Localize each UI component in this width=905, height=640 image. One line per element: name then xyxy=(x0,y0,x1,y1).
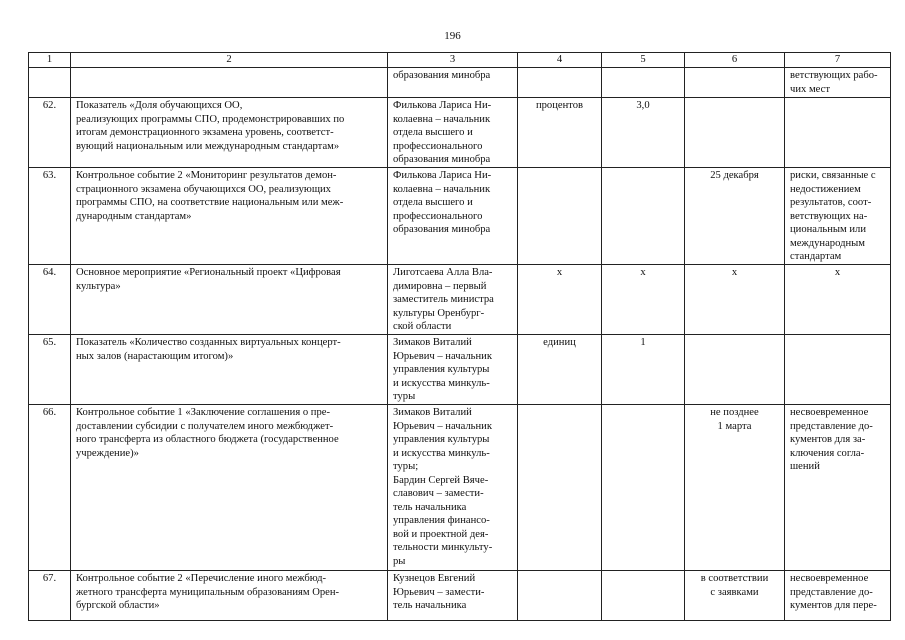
value-cell xyxy=(602,68,685,98)
responsible-person: Зимаков Виталий Юрьевич – начальник управления культуры и искусства минкуль- туры xyxy=(388,335,518,405)
responsible-person: Лиготсаева Алла Вла- димировна – первый заместитель министра культуры Оренбург- ской области xyxy=(388,265,518,335)
measure-name: Основное мероприятие «Региональный проект «Цифровая культура» xyxy=(71,265,388,335)
measure-name: Контрольное событие 2 «Мониторинг результатов демон- страционного экзамена обучающихся ОО, реализующих программы СПО, на соответствие национальным или меж- дународным стандартам» xyxy=(71,168,388,265)
row-number: 64. xyxy=(29,265,71,335)
column-header: 3 xyxy=(388,53,518,68)
measure-name: Показатель «Количество созданных виртуальных концерт- ных залов (нарастающим итогом)» xyxy=(71,335,388,405)
table-row xyxy=(29,571,891,621)
responsible-person: образования минобра xyxy=(388,68,518,98)
row-number: 67. xyxy=(29,571,71,621)
unit-cell xyxy=(518,405,602,571)
date-cell xyxy=(685,68,785,98)
date-cell xyxy=(685,98,785,168)
responsible-person: Кузнецов Евгений Юрьевич – замести- тель начальника xyxy=(388,571,518,621)
row-number xyxy=(29,68,71,98)
table-row xyxy=(29,168,891,265)
value-cell xyxy=(602,405,685,571)
unit-cell xyxy=(518,571,602,621)
table-row xyxy=(29,335,891,405)
unit-cell xyxy=(518,168,602,265)
value-cell: x xyxy=(602,265,685,335)
responsible-person: Зимаков Виталий Юрьевич – начальник управления культуры и искусства минкуль- туры; Бардин Сергей Вяче- славович – замести- тель начальника управления финансо- вой и проектной дея- тельности минкульту- ры xyxy=(388,405,518,571)
table-row xyxy=(29,265,891,335)
risks-cell: несвоевременное представление до- кументов для пере- xyxy=(785,571,891,621)
responsible-person: Филькова Лариса Ни- колаевна – начальник отдела высшего и профессионального образования минобра xyxy=(388,98,518,168)
column-header: 7 xyxy=(785,53,891,68)
measure-name: Контрольное событие 2 «Перечисление иного межбюд- жетного трансферта муниципальным образованиям Орен- бургской области» xyxy=(71,571,388,621)
risks-cell xyxy=(785,335,891,405)
value-cell: 1 xyxy=(602,335,685,405)
column-header: 5 xyxy=(602,53,685,68)
value-cell: 3,0 xyxy=(602,98,685,168)
risks-cell: несвоевременное представление до- кументов для за- ключения согла- шений xyxy=(785,405,891,571)
risks-cell: x xyxy=(785,265,891,335)
row-number: 65. xyxy=(29,335,71,405)
table-row xyxy=(29,98,891,168)
unit-cell: x xyxy=(518,265,602,335)
date-cell: 25 декабря xyxy=(685,168,785,265)
row-number: 63. xyxy=(29,168,71,265)
measure-name xyxy=(71,68,388,98)
date-cell xyxy=(685,335,785,405)
table-row xyxy=(29,405,891,571)
value-cell xyxy=(602,168,685,265)
unit-cell: процентов xyxy=(518,98,602,168)
measures-table xyxy=(28,52,891,621)
page-number: 196 xyxy=(444,30,461,42)
date-cell: в соответствии с заявками xyxy=(685,571,785,621)
measure-name: Контрольное событие 1 «Заключение соглашения о пре- доставлении субсидии с получателем иного межбюджет- ного трансферта из областного бюджета (государственное учреждение)» xyxy=(71,405,388,571)
measure-name: Показатель «Доля обучающихся ОО, реализующих программы СПО, продемонстрировавших по итогам демонстрационного экзамена уровень, соответст- вующий национальным или международным стандартам» xyxy=(71,98,388,168)
column-header: 2 xyxy=(71,53,388,68)
date-cell: не позднее 1 марта xyxy=(685,405,785,571)
header-row xyxy=(29,53,891,68)
column-header: 1 xyxy=(29,53,71,68)
risks-cell xyxy=(785,98,891,168)
risks-cell: риски, связанные с недостижением результатов, соот- ветствующих на- циональным или международным стандартам xyxy=(785,168,891,265)
row-number: 66. xyxy=(29,405,71,571)
responsible-person: Филькова Лариса Ни- колаевна – начальник отдела высшего и профессионального образования минобра xyxy=(388,168,518,265)
date-cell: x xyxy=(685,265,785,335)
column-header: 6 xyxy=(685,53,785,68)
row-number: 62. xyxy=(29,98,71,168)
unit-cell: единиц xyxy=(518,335,602,405)
unit-cell xyxy=(518,68,602,98)
column-header: 4 xyxy=(518,53,602,68)
table-row xyxy=(29,68,891,98)
risks-cell: ветствующих рабо- чих мест xyxy=(785,68,891,98)
value-cell xyxy=(602,571,685,621)
